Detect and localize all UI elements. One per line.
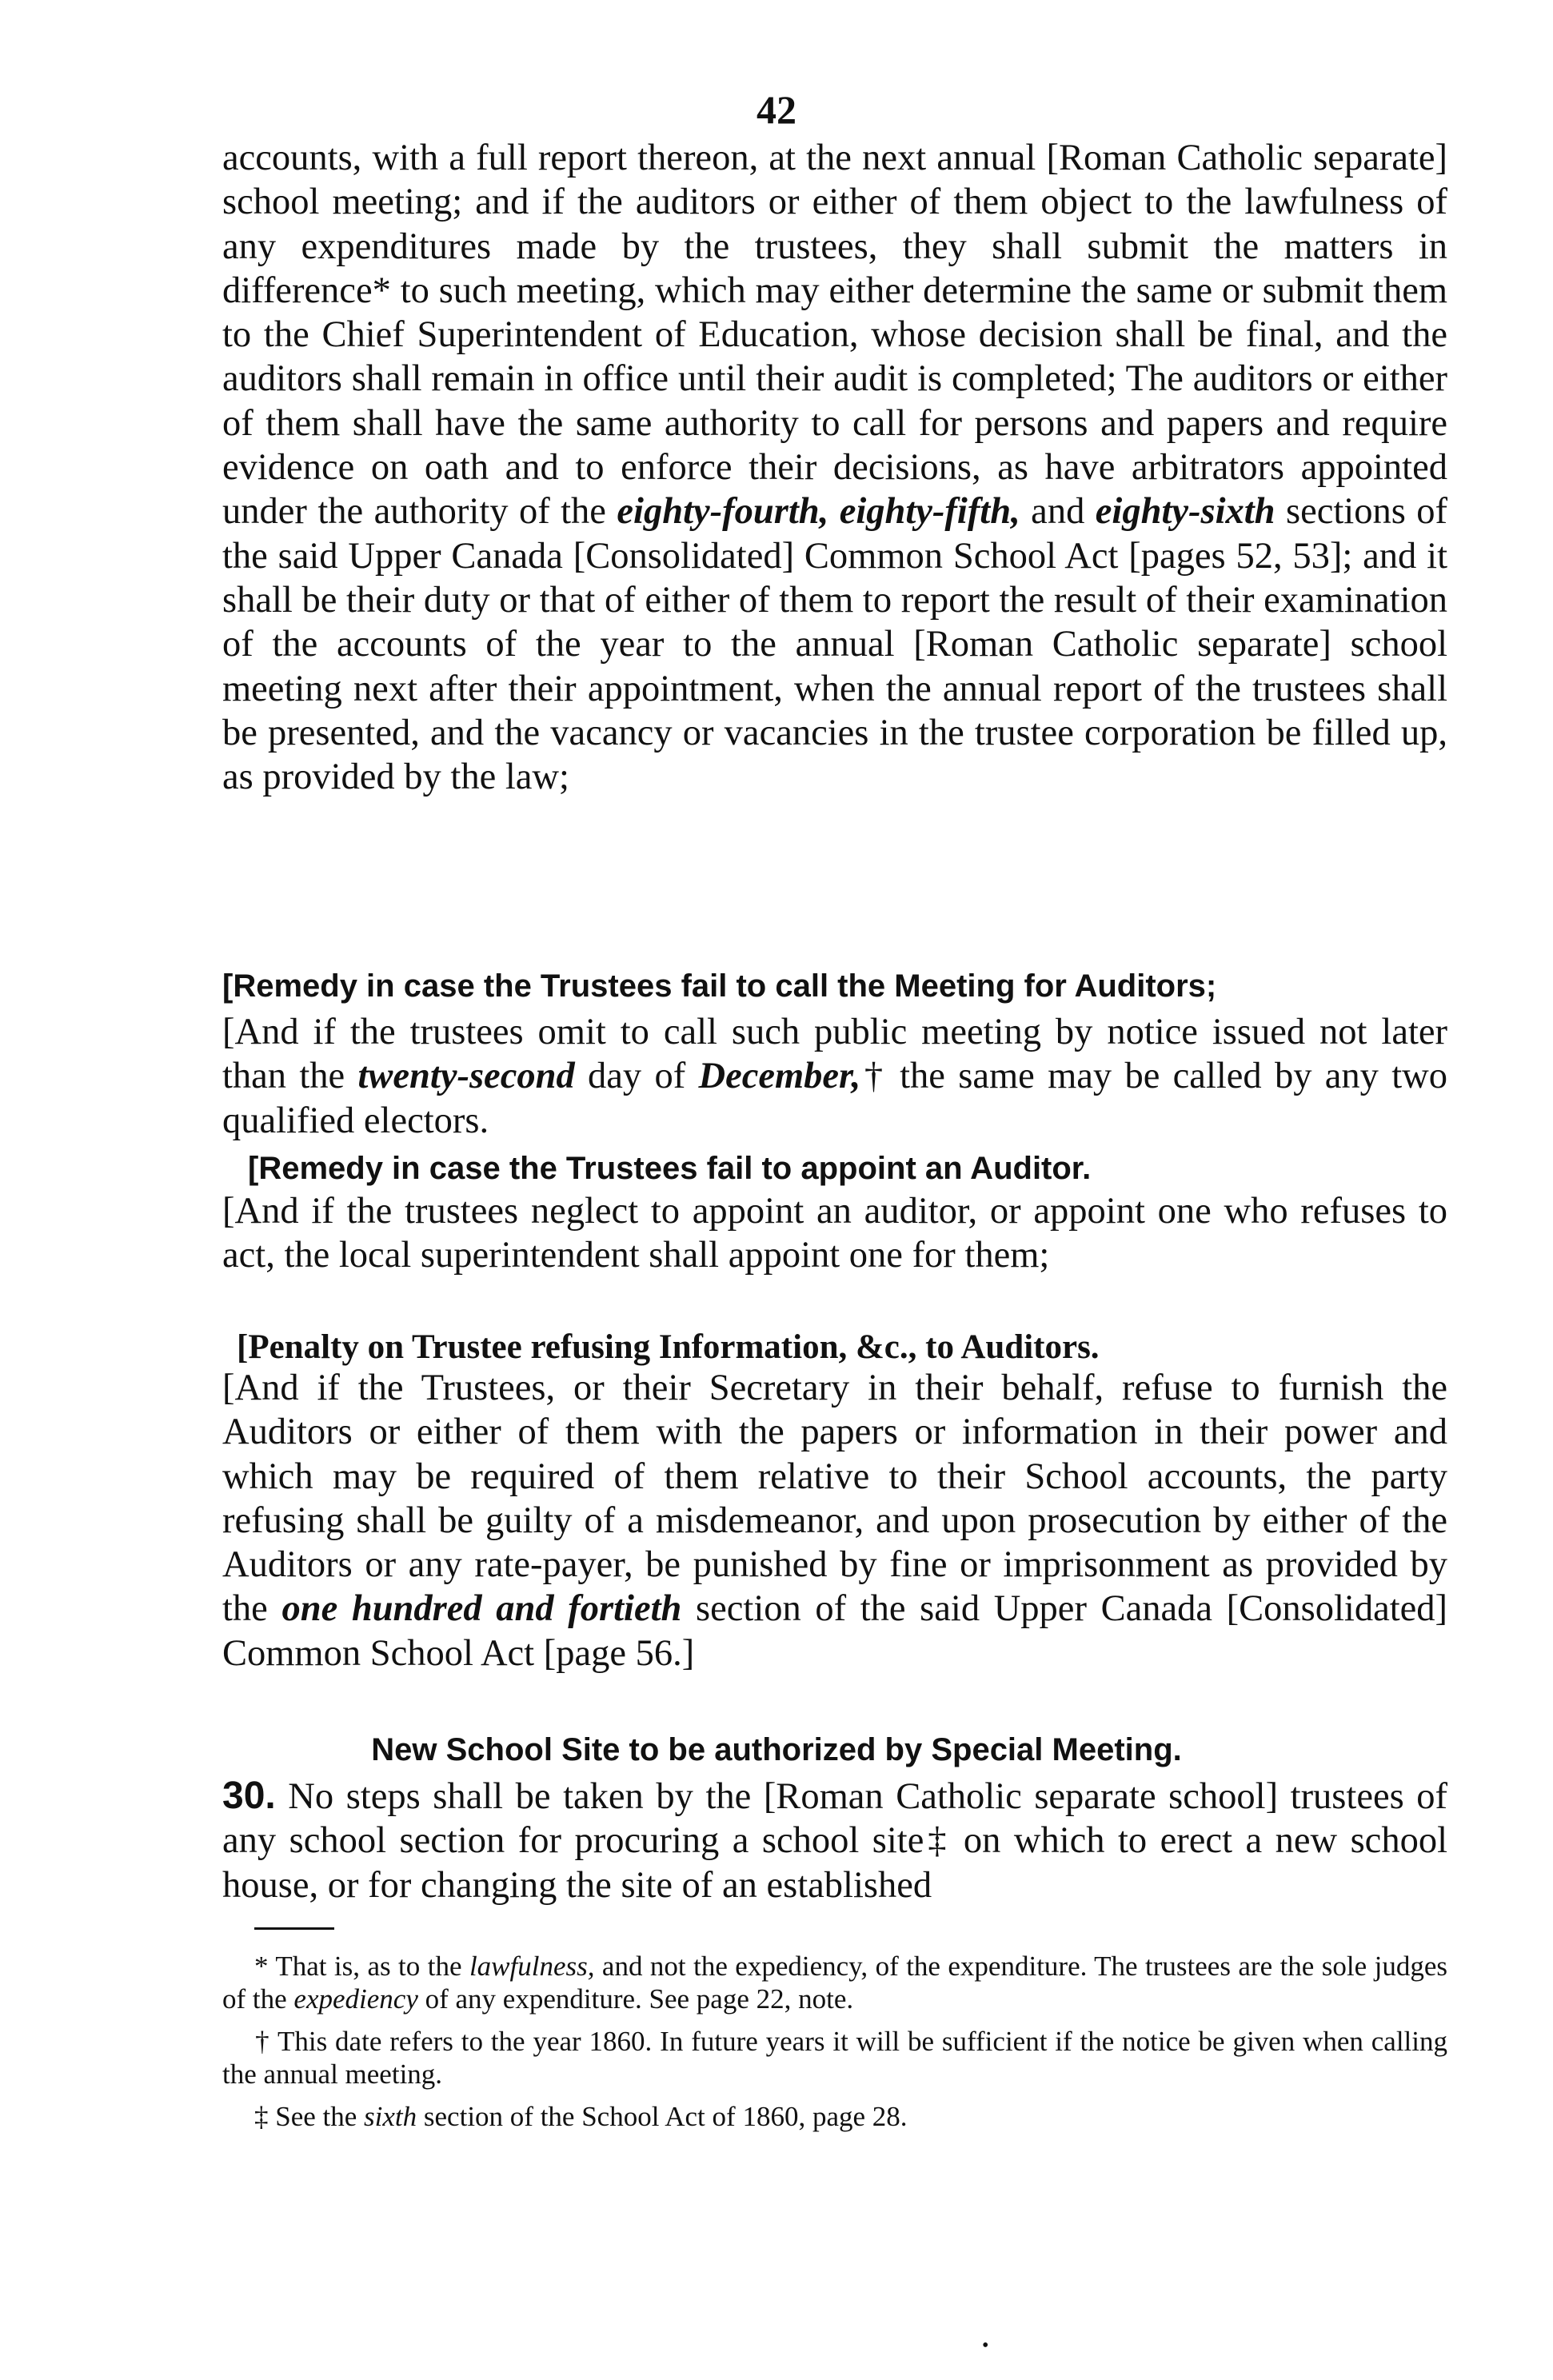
para5-text: No steps shall be taken by the [Roman Catholic separate school] trustees of any school section for procuring a school site‡ on which to erect a new school house, or for changing the site of an established	[222, 1776, 1447, 1906]
footnote-divider	[254, 1927, 334, 1930]
fn1-text-c: of any expenditure. See page 22, note.	[417, 1983, 854, 2015]
footnote-2	[222, 2025, 1447, 2090]
heading-new-school-site: New School Site to be authorized by Special Meeting.	[371, 1732, 1182, 1767]
paragraph-remedy-appoint-auditor: [And if the trustees neglect to appoint an auditor, or appoint one who refuses to act, the local superintendent shall appoint one for them;	[222, 1191, 1447, 1276]
para1-italic-2: eighty-fifth,	[839, 491, 1020, 533]
stray-mark: •	[982, 2335, 989, 2356]
page-number: 42	[757, 87, 796, 132]
heading-remedy-appoint-auditor: [Remedy in case the Trustees fail to appoint an Auditor.	[248, 1151, 1092, 1186]
paragraph-section-30	[222, 1774, 1447, 1907]
paragraph-remedy-call-meeting	[222, 1010, 1447, 1143]
heading-penalty-refusing-information: [Penalty on Trustee refusing Information, &c., to Auditors.	[237, 1328, 1100, 1366]
para1-text-b: sections of the said Upper Canada [Consolidated] Common School Act [pages 52, 53]; and it shall be their duty or that of either of them to report the result of their examination of the accounts of the year to the annual [Roman Catholic separate] school meeting next after their appointment, when the annual report of the trustees shall be presented, and the vacancy or vacancies in the trustee corporation be filled up, as provided by the law;	[222, 491, 1448, 798]
para2-text-b: day of	[574, 1056, 699, 1097]
para2-text-a: [And if the trustees omit to call such public meeting by notice issued not later than the	[222, 1012, 1447, 1097]
para4-italic: one hundred and fortieth	[281, 1588, 682, 1630]
para2-italic-2: December,	[698, 1056, 861, 1097]
para4-text-a: [And if the Trustees, or their Secretary in their behalf, refuse to furnish the Auditors or either of them with the papers or information in their power and which may be required of them relative to their School accounts, the party refusing shall be guilty of a misdemeanor, and upon prosecution by either of the Auditors or any rate-payer, be punished by fine or imprisonment as provided by the	[222, 1368, 1447, 1630]
fn1-italic-2: expediency	[293, 1983, 418, 2015]
para2-italic-1: twenty-second	[357, 1056, 575, 1097]
footnote-1	[222, 1950, 1447, 2015]
section-number: 30.	[222, 1775, 276, 1817]
fn3-italic: sixth	[364, 2101, 417, 2132]
para2-text-c: † the same may be called by any two qualified electors.	[222, 1056, 1447, 1141]
paragraph-penalty-refusing-information	[222, 1366, 1447, 1675]
fn3-text-b: section of the School Act of 1860, page 28.	[417, 2101, 908, 2132]
para1-italic-1: eighty-fourth,	[617, 491, 829, 533]
para1-italic-3: eighty-sixth	[1095, 491, 1276, 533]
para1-and: and	[1020, 491, 1096, 533]
fn1-text-a: * That is, as to the	[254, 1951, 469, 1982]
fn1-italic-1: lawfulness,	[469, 1951, 595, 1982]
heading-remedy-call-meeting: [Remedy in case the Trustees fail to call the Meeting for Auditors;	[222, 968, 1217, 1004]
paragraph-auditors-report	[222, 136, 1447, 799]
fn1-text-b: and not the expediency, of the expenditure. The trustees are the sole judges of the	[222, 1951, 1447, 2015]
footnote-3	[222, 2100, 1447, 2133]
fn2-text: † This date refers to the year 1860. In future years it will be sufficient if the notice be given when calling the annual meeting.	[222, 2026, 1447, 2090]
para4-text-b: section of the said Upper Canada [Consolidated] Common School Act [page 56.]	[222, 1588, 1447, 1674]
para1-text-a: accounts, with a full report thereon, at the next annual [Roman Catholic separate] school meeting; and if the auditors or either of them object to the lawfulness of any expenditures made by the trustees, they shall submit the matters in difference* to such meeting, which may either determine the same or submit them to the Chief Superintendent of Education, whose decision shall be final, and the auditors shall remain in office until their audit is completed; The auditors or either of them shall have the same authority to call for persons and papers and require evidence on oath and to enforce their decisions, as have arbitrators appointed under the authority of the	[222, 138, 1447, 533]
fn3-text-a: ‡ See the	[254, 2101, 365, 2132]
footnotes	[222, 1950, 1447, 2142]
